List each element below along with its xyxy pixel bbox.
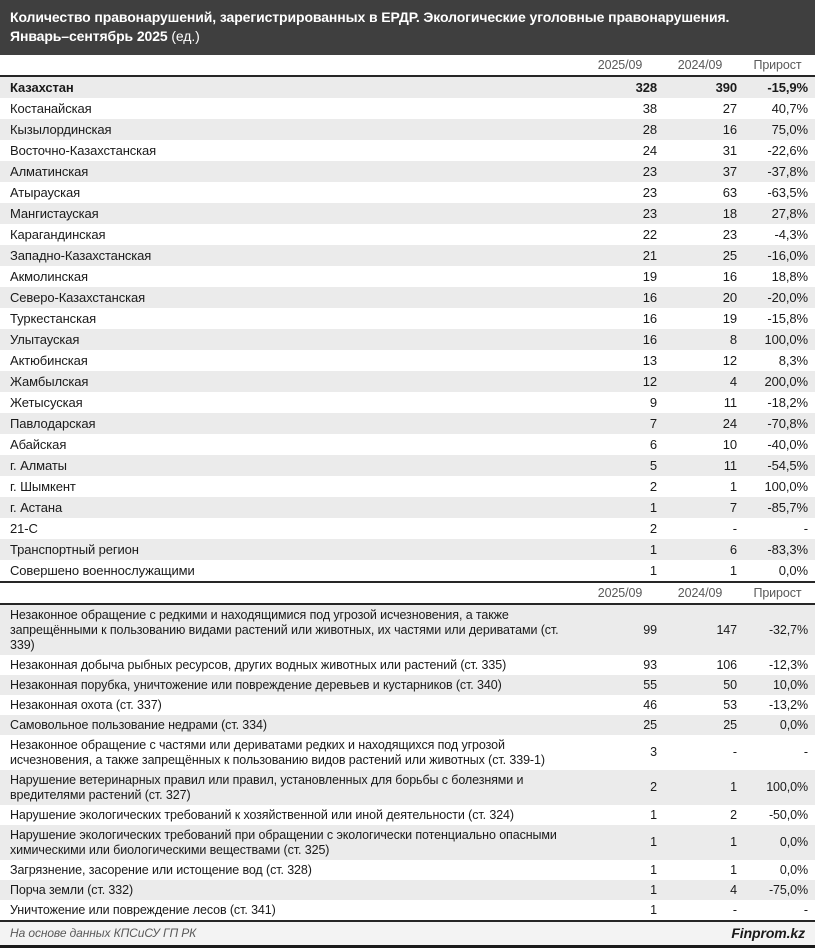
regions-table (0, 55, 815, 581)
value-2025: 38 (642, 101, 657, 116)
growth-value: 0,0% (779, 862, 808, 877)
value-2025: 1 (650, 862, 657, 877)
row-label: г. Астана (10, 500, 63, 515)
article-row (0, 715, 815, 735)
header-row (0, 55, 815, 76)
value-2025: 5 (649, 458, 657, 473)
growth-value: -83,3% (767, 542, 808, 557)
value-2024: 53 (723, 697, 737, 712)
value-2025: 1 (650, 882, 657, 897)
data-source-note: На основе данных КПСиСУ ГП РК (10, 926, 197, 940)
row-label: Жетысуская (10, 395, 83, 410)
value-2024: 63 (722, 185, 737, 200)
region-row (0, 392, 815, 413)
value-2024: 4 (729, 374, 737, 389)
region-row (0, 518, 815, 539)
article-row (0, 695, 815, 715)
value-2025: 2 (649, 521, 657, 536)
article-row (0, 860, 815, 880)
row-label: Загрязнение, засорение или истощение вод (ст. 328) (10, 862, 312, 877)
row-label: Атырауская (10, 185, 81, 200)
empty-header-cell (0, 582, 580, 604)
row-label: Казахстан (10, 80, 74, 95)
row-label: Актюбинская (10, 353, 88, 368)
growth-value: -70,8% (767, 416, 808, 431)
region-row (0, 224, 815, 245)
growth-value: -16,0% (767, 248, 808, 263)
value-2025: 1 (650, 902, 657, 917)
growth-value: -32,7% (768, 622, 808, 637)
growth-value: 8,3% (778, 353, 808, 368)
value-2024: - (732, 902, 737, 917)
value-2025: 16 (642, 311, 657, 326)
value-2025: 6 (649, 437, 657, 452)
value-2025: 23 (642, 206, 657, 221)
finprom-logo: Finprom.kz (731, 925, 805, 941)
row-label: Туркестанская (10, 311, 97, 326)
growth-value: -15,9% (767, 80, 808, 95)
value-2024: 31 (722, 143, 737, 158)
value-2024: 19 (722, 311, 737, 326)
value-2024: 16 (722, 122, 737, 137)
footer (0, 920, 815, 945)
value-2025: 22 (642, 227, 657, 242)
growth-value: 0,0% (779, 835, 808, 849)
value-2025: 3 (650, 745, 657, 759)
value-2025: 9 (649, 395, 657, 410)
article-row (0, 805, 815, 825)
article-row (0, 825, 815, 860)
row-label: Северо-Казахстанская (10, 290, 146, 305)
region-row (0, 539, 815, 560)
growth-value: 100,0% (764, 479, 808, 494)
row-label: Незаконная порубка, уничтожение или повреждение деревьев и кустарников (ст. 340) (10, 677, 502, 692)
value-2024: 16 (722, 269, 737, 284)
value-2024: 8 (729, 332, 737, 347)
value-2024: 1 (729, 563, 737, 578)
row-label: Восточно-Казахстанская (10, 143, 157, 158)
row-label: Павлодарская (10, 416, 96, 431)
column-header-2024-09: 2024/09 (677, 586, 723, 600)
growth-value: 0,0% (778, 563, 808, 578)
value-2025: 55 (643, 677, 657, 692)
value-2025: 23 (642, 164, 657, 179)
value-2024: 10 (722, 437, 737, 452)
value-2025: 12 (642, 374, 657, 389)
article-row (0, 900, 815, 920)
row-label: Западно-Казахстанская (10, 248, 152, 263)
growth-value: -22,6% (767, 143, 808, 158)
report-period-line (10, 27, 805, 46)
region-row (0, 371, 815, 392)
column-header-growth: Прирост (753, 586, 802, 600)
value-2024: 1 (730, 862, 737, 877)
value-2025: 1 (649, 500, 657, 515)
growth-value: -75,0% (768, 882, 808, 897)
value-2024: 7 (729, 500, 737, 515)
growth-value: -85,7% (767, 500, 808, 515)
region-row (0, 497, 815, 518)
region-row (0, 182, 815, 203)
value-2024: 23 (722, 227, 737, 242)
row-label: Абайская (10, 437, 67, 452)
growth-value: 10,0% (773, 677, 808, 692)
value-2024: 25 (722, 248, 737, 263)
region-row (0, 308, 815, 329)
value-2024: 4 (730, 882, 737, 897)
value-2024: 1 (730, 780, 737, 794)
row-label: Карагандинская (10, 227, 106, 242)
value-2025: 1 (649, 542, 657, 557)
value-2024: 11 (723, 458, 737, 473)
growth-value: - (803, 521, 808, 536)
row-label: Костанайская (10, 101, 92, 116)
growth-value: -12,3% (768, 657, 808, 672)
regions-table-header (0, 55, 815, 76)
row-label: Порча земли (ст. 332) (10, 882, 134, 897)
growth-value: -15,8% (767, 311, 808, 326)
value-2025: 16 (642, 332, 657, 347)
growth-value: 200,0% (764, 374, 808, 389)
value-2024: 25 (723, 717, 737, 732)
value-2024: 6 (729, 542, 737, 557)
value-2024: 147 (716, 622, 737, 637)
article-row (0, 675, 815, 695)
header-row (0, 582, 815, 604)
column-header-2025-09: 2025/09 (597, 586, 643, 600)
region-row (0, 329, 815, 350)
region-row (0, 76, 815, 98)
titlebar (0, 0, 815, 55)
report-unit: (ед.) (167, 28, 200, 44)
value-2025: 13 (642, 353, 657, 368)
row-label: Незаконное обращение с редкими и находящимися под угрозой исчезновения, а также запрещёнными к пользованию видами растений или животных, их частями или дериватами (ст. 339) (10, 607, 559, 652)
row-label: Алматинская (10, 164, 89, 179)
row-label: Незаконное обращение с частями или дериватами редких и находящихся под угрозой исчезновения, а также запрещённых к пользованию видов растений или животных (ст. 339-1) (10, 737, 545, 767)
growth-value: -4,3% (774, 227, 808, 242)
value-2024: 1 (730, 835, 737, 849)
row-label: Кызылординская (10, 122, 112, 137)
value-2024: 18 (722, 206, 737, 221)
value-2025: 328 (635, 80, 657, 95)
value-2025: 1 (650, 835, 657, 849)
row-label: Акмолинская (10, 269, 88, 284)
growth-value: 40,7% (771, 101, 808, 116)
growth-value: -40,0% (767, 437, 808, 452)
value-2025: 1 (649, 563, 657, 578)
value-2024: - (732, 745, 737, 759)
value-2025: 19 (642, 269, 657, 284)
report-title: Количество правонарушений, зарегистрированных в ЕРДР. Экологические уголовные правонарушения. (10, 9, 730, 25)
growth-value: -18,2% (767, 395, 808, 410)
region-row (0, 140, 815, 161)
row-label: Уничтожение или повреждение лесов (ст. 341) (10, 902, 276, 917)
empty-header-cell (0, 55, 580, 76)
row-label: Мангистауская (10, 206, 99, 221)
value-2024: 12 (722, 353, 737, 368)
value-2025: 2 (650, 780, 657, 794)
value-2024: 106 (716, 657, 737, 672)
column-header-2024-09: 2024/09 (677, 58, 723, 72)
row-label: Транспортный регион (10, 542, 139, 557)
growth-value: 100,0% (766, 780, 808, 794)
region-row (0, 203, 815, 224)
row-label: Нарушение экологических требований к хозяйственной или иной деятельности (ст. 324) (10, 807, 514, 822)
article-row (0, 604, 815, 655)
value-2024: 50 (723, 677, 737, 692)
value-2024: 2 (730, 807, 737, 822)
row-label: г. Алматы (10, 458, 67, 473)
value-2025: 28 (642, 122, 657, 137)
value-2024: 11 (723, 395, 737, 410)
growth-value: -63,5% (767, 185, 808, 200)
article-row (0, 880, 815, 900)
region-row (0, 266, 815, 287)
region-row (0, 245, 815, 266)
region-row (0, 119, 815, 140)
growth-value: -50,0% (768, 807, 808, 822)
row-label: г. Шымкент (10, 479, 76, 494)
articles-table-header (0, 582, 815, 604)
articles-table (0, 581, 815, 920)
value-2025: 16 (642, 290, 657, 305)
region-row (0, 350, 815, 371)
article-row (0, 735, 815, 770)
growth-value: -54,5% (767, 458, 808, 473)
value-2024: 1 (729, 479, 737, 494)
row-label: Самовольное пользование недрами (ст. 334) (10, 717, 267, 732)
growth-value: -37,8% (767, 164, 808, 179)
growth-value: -20,0% (767, 290, 808, 305)
row-label: Незаконная добыча рыбных ресурсов, других водных животных или растений (ст. 335) (10, 657, 507, 672)
growth-value: 100,0% (764, 332, 808, 347)
article-row (0, 655, 815, 675)
value-2025: 7 (649, 416, 657, 431)
value-2025: 46 (643, 697, 657, 712)
region-row (0, 560, 815, 581)
row-label: 21-С (10, 521, 38, 536)
value-2024: 390 (715, 80, 737, 95)
growth-value: - (803, 745, 808, 759)
article-row (0, 770, 815, 805)
region-row (0, 455, 815, 476)
growth-value: 18,8% (771, 269, 808, 284)
value-2025: 23 (642, 185, 657, 200)
value-2025: 2 (649, 479, 657, 494)
region-row (0, 476, 815, 497)
region-row (0, 434, 815, 455)
row-label: Улытауская (10, 332, 80, 347)
value-2025: 24 (642, 143, 657, 158)
growth-value: 27,8% (771, 206, 808, 221)
region-row (0, 287, 815, 308)
regions-table-body (0, 76, 815, 581)
row-label: Нарушение экологических требований при обращении с экологически потенциально опасными химическими или биологическими веществами (ст. 325) (10, 827, 557, 857)
value-2025: 93 (643, 657, 657, 672)
growth-value: 0,0% (779, 717, 808, 732)
row-label: Незаконная охота (ст. 337) (10, 697, 162, 712)
row-label: Совершено военнослужащими (10, 563, 195, 578)
value-2024: 24 (722, 416, 737, 431)
articles-table-body (0, 604, 815, 920)
growth-value: - (803, 902, 808, 917)
value-2025: 1 (650, 807, 657, 822)
column-header-growth: Прирост (753, 58, 802, 72)
value-2024: 20 (722, 290, 737, 305)
value-2024: - (732, 521, 737, 536)
growth-value: -13,2% (768, 697, 808, 712)
value-2025: 25 (643, 717, 657, 732)
report-period: Январь–сентябрь 2025 (10, 28, 168, 44)
row-label: Жамбылская (10, 374, 89, 389)
value-2025: 99 (643, 622, 657, 637)
row-label: Нарушение ветеринарных правил или правил, установленных для борьбы с болезнями и вредителями растений (ст. 327) (10, 772, 524, 802)
column-header-2025-09: 2025/09 (597, 58, 643, 72)
region-row (0, 413, 815, 434)
value-2025: 21 (642, 248, 657, 263)
region-row (0, 161, 815, 182)
region-row (0, 98, 815, 119)
value-2024: 27 (722, 101, 737, 116)
value-2024: 37 (722, 164, 737, 179)
growth-value: 75,0% (771, 122, 808, 137)
